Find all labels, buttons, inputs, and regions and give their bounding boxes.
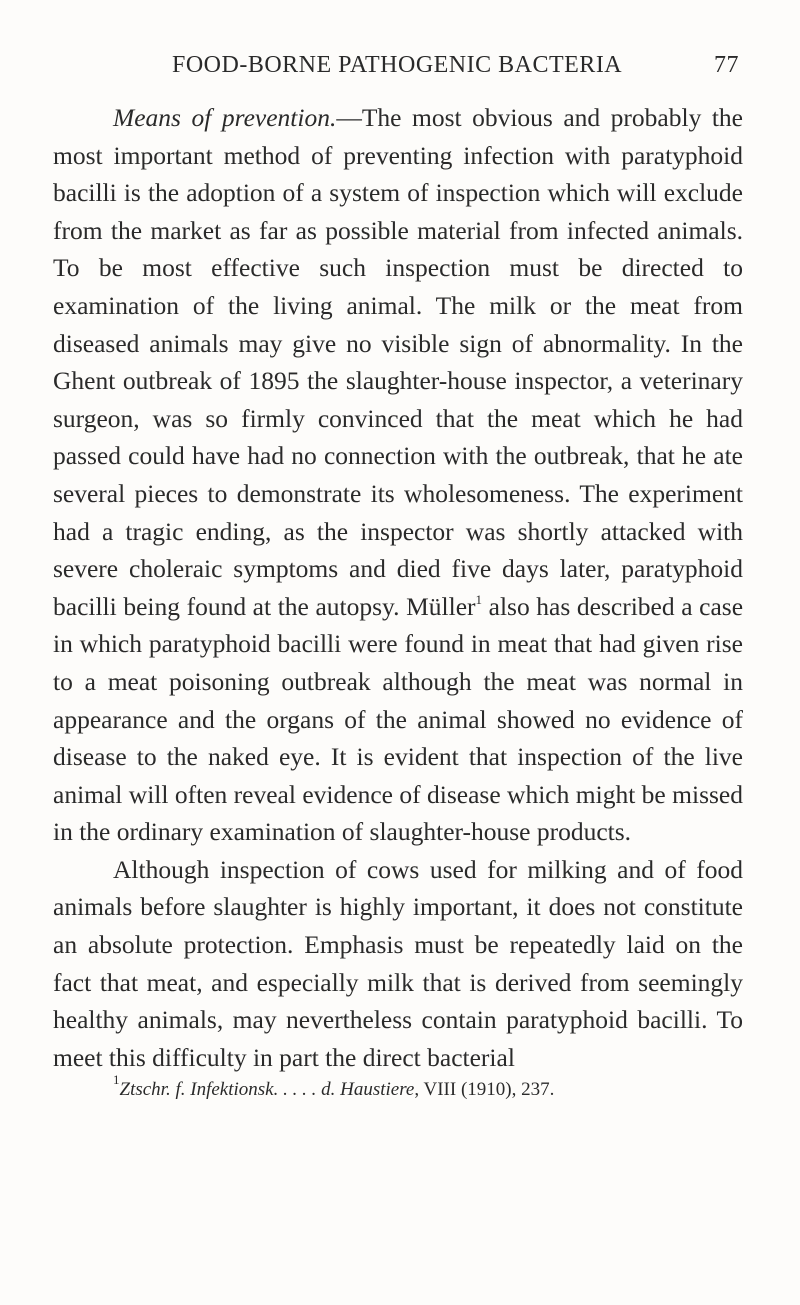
- footnote-citation: , VIII (1910), 237.: [414, 1079, 555, 1101]
- footnote-reference: 1: [475, 591, 483, 607]
- footnote-marker: 1: [113, 1072, 120, 1088]
- paragraph-prevention: [53, 99, 743, 851]
- paragraph-text: —The most obvious and probably the most important method of preventing infection with paratyphoid bacilli is the adoption of a system of inspection which will exclude from the market as far as possible material from infected animals. To be most effective such inspection must be directed to examination of the living animal. The milk or the meat from diseased animals may give no visible sign of abnormality. In the Ghent outbreak of 1895 the slaughter-house inspector, a veterinary surgeon, was so firmly convinced that the meat which he had passed could have had no connection with the outbreak, that he ate several pieces to demonstrate its wholesomeness. The experiment had a tragic ending, as the inspector was shortly attacked with severe choleraic symptoms and died five days later, paratyphoid bacilli being found at the autopsy. Müller: [53, 103, 743, 621]
- section-heading: Means of prevention.: [113, 103, 337, 132]
- body-text: [53, 99, 743, 1076]
- footnote: [53, 1072, 743, 1102]
- page-number: 77: [714, 52, 739, 78]
- paragraph-text: also has described a case in which paratyphoid bacilli were found in meat that had given rise to a meat poisoning outbreak although the meat was normal in appearance and the organs of the animal showed no evidence of disease to the naked eye. It is evident that inspection of the live animal will often reveal evidence of disease which might be missed in the ordinary examination of slaughter-house products.: [53, 591, 744, 847]
- running-head: [53, 44, 743, 94]
- running-head-title: FOOD-BORNE PATHOGENIC BACTERIA: [172, 52, 623, 78]
- paragraph-inspection: Although inspection of cows used for milking and of food animals before slaughter is highly important, it does not constitute an absolute protection. Emphasis must be repeatedly laid on the fact that meat, and especially milk that is derived from seemingly healthy animals, may nevertheless contain paratyphoid bacilli. To meet this difficulty in part the direct bacterial: [53, 854, 743, 1072]
- footnote-journal: Ztschr. f. Infektionsk. . . . . d. Haustiere: [119, 1079, 415, 1101]
- book-page: [53, 44, 743, 1102]
